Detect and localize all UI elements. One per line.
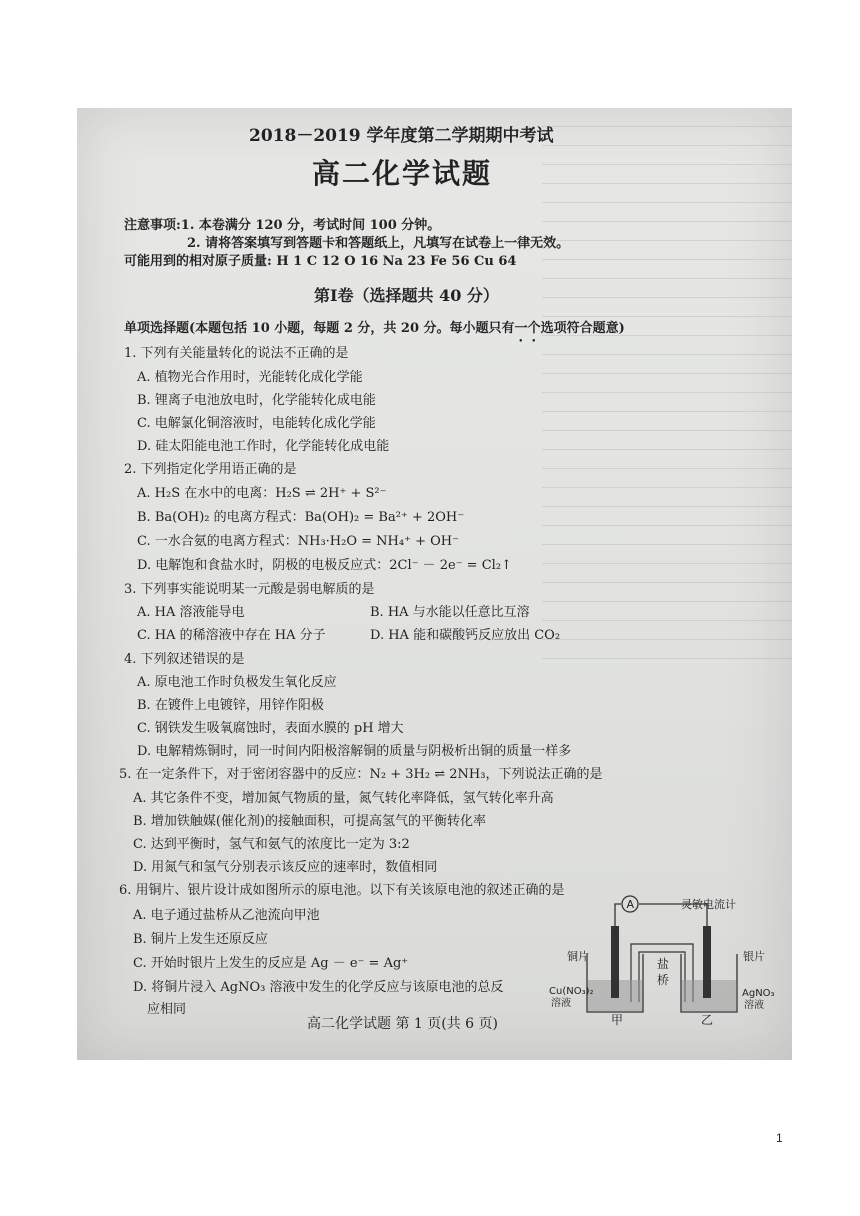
question-1-option-a: A. 植物光合作用时，光能转化成化学能 xyxy=(137,370,363,385)
exam-photo xyxy=(77,108,792,1060)
question-6-option-c: C. 开始时银片上发生的反应是 Ag － e⁻ = Ag⁺ xyxy=(133,956,409,971)
question-2-stem: 2. 下列指定化学用语正确的是 xyxy=(124,462,297,477)
right-solution-label-2: 溶液 xyxy=(744,1000,764,1011)
question-1-option-b: B. 锂离子电池放电时，化学能转化成电能 xyxy=(137,393,376,408)
right-cell-label: 乙 xyxy=(701,1013,714,1027)
question-5-option-a: A. 其它条件不变，增加氮气物质的量，氮气转化率降低，氢气转化率升高 xyxy=(133,791,554,806)
question-2-option-c: C. 一水合氨的电离方程式：NH₃·H₂O = NH₄⁺ + OH⁻ xyxy=(137,534,459,549)
question-6-option-d-cont: 应相同 xyxy=(147,1002,187,1017)
question-2-option-d: D. 电解饱和食盐水时，阴极的电极反应式：2Cl⁻ － 2e⁻ = Cl₂↑ xyxy=(137,558,512,573)
question-4-option-b: B. 在镀件上电镀锌，用锌作阳极 xyxy=(137,698,324,713)
silver-electrode xyxy=(703,926,711,998)
bleed-through-texture xyxy=(542,108,792,668)
question-3-stem: 3. 下列事实能说明某一元酸是弱电解质的是 xyxy=(124,582,375,597)
question-5-option-d: D. 用氮气和氢气分别表示该反应的速率时，数值相同 xyxy=(133,860,438,875)
copper-label: 铜片 xyxy=(567,950,589,963)
question-4-option-c: C. 钢铁发生吸氧腐蚀时，表面水膜的 pH 增大 xyxy=(137,721,404,736)
question-6-stem: 6. 用铜片、银片设计成如图所示的原电池。以下有关该原电池的叙述正确的是 xyxy=(119,883,565,898)
atomic-masses: 可能用到的相对原子质量: H 1 C 12 O 16 Na 23 Fe 56 Cu 64 xyxy=(124,254,517,269)
question-4-option-d: D. 电解精炼铜时，同一时间内阳极溶解铜的质量与阴极析出铜的质量一样多 xyxy=(137,744,572,759)
page-number: 1 xyxy=(776,1131,783,1145)
exam-title: 2018－2019 学年度第二学期期中考试 xyxy=(249,126,554,146)
copper-electrode xyxy=(611,926,619,998)
question-1-option-d: D. 硅太阳能电池工作时，化学能转化成电能 xyxy=(137,439,390,454)
question-2-option-b: B. Ba(OH)₂ 的电离方程式：Ba(OH)₂ = Ba²⁺ + 2OH⁻ xyxy=(137,510,465,525)
question-5-stem: 5. 在一定条件下，对于密闭容器中的反应：N₂ + 3H₂ ⇌ 2NH₃，下列说法正确的是 xyxy=(119,767,603,782)
galvanic-cell-figure xyxy=(549,894,787,1027)
question-4-stem: 4. 下列叙述错误的是 xyxy=(124,652,245,667)
question-6-option-d: D. 将铜片浸入 AgNO₃ 溶液中发生的化学反应与该原电池的总反 xyxy=(133,980,504,995)
silver-label: 银片 xyxy=(743,950,765,963)
galvanometer-label: 灵敏电流计 xyxy=(681,898,736,911)
salt-bridge-label-1: 盐 xyxy=(657,957,670,971)
right-solution-label-1: AgNO₃ xyxy=(742,988,775,999)
notice-line-2: 2. 请将答案填写到答题卡和答题纸上，凡填写在试卷上一律无效。 xyxy=(187,236,570,251)
subject-title: 高二化学试题 xyxy=(312,157,493,190)
section-instruction: 单项选择题(本题包括 10 小题，每题 2 分，共 20 分。每小题只有一个选项符合题意) xyxy=(124,321,625,336)
question-4-option-a: A. 原电池工作时负极发生氧化反应 xyxy=(137,675,337,690)
question-3-option-d: D. HA 能和碳酸钙反应放出 CO₂ xyxy=(370,628,561,643)
question-2-option-a: A. H₂S 在水中的电离：H₂S ⇌ 2H⁺ + S²⁻ xyxy=(137,486,387,501)
question-1-stem: 1. 下列有关能量转化的说法不正确的是 xyxy=(124,346,349,361)
left-cell-label: 甲 xyxy=(611,1013,624,1027)
page-footer: 高二化学试题 第 1 页(共 6 页) xyxy=(307,1016,498,1032)
question-3-option-c: C. HA 的稀溶液中存在 HA 分子 xyxy=(137,628,326,643)
question-6-option-b: B. 铜片上发生还原反应 xyxy=(133,932,268,947)
section-title: 第Ⅰ卷（选择题共 40 分） xyxy=(314,286,499,305)
salt-bridge-label-2: 桥 xyxy=(657,973,670,987)
left-solution-label-1: Cu(NO₃)₂ xyxy=(549,986,594,997)
ammeter-symbol: A xyxy=(626,898,635,911)
question-3-option-b: B. HA 与水能以任意比互溶 xyxy=(370,605,530,620)
wire-left xyxy=(615,904,621,926)
question-5-option-b: B. 增加铁触媒(催化剂)的接触面积，可提高氢气的平衡转化率 xyxy=(133,814,486,829)
question-5-option-c: C. 达到平衡时，氢气和氨气的浓度比一定为 3:2 xyxy=(133,837,410,852)
question-1-option-c: C. 电解氯化铜溶液时，电能转化成化学能 xyxy=(137,416,376,431)
notice-line-1: 注意事项:1. 本卷满分 120 分，考试时间 100 分钟。 xyxy=(124,218,441,233)
question-6-option-a: A. 电子通过盐桥从乙池流向甲池 xyxy=(133,908,320,923)
left-solution-label-2: 溶液 xyxy=(551,998,571,1009)
question-3-option-a: A. HA 溶液能导电 xyxy=(137,605,245,620)
